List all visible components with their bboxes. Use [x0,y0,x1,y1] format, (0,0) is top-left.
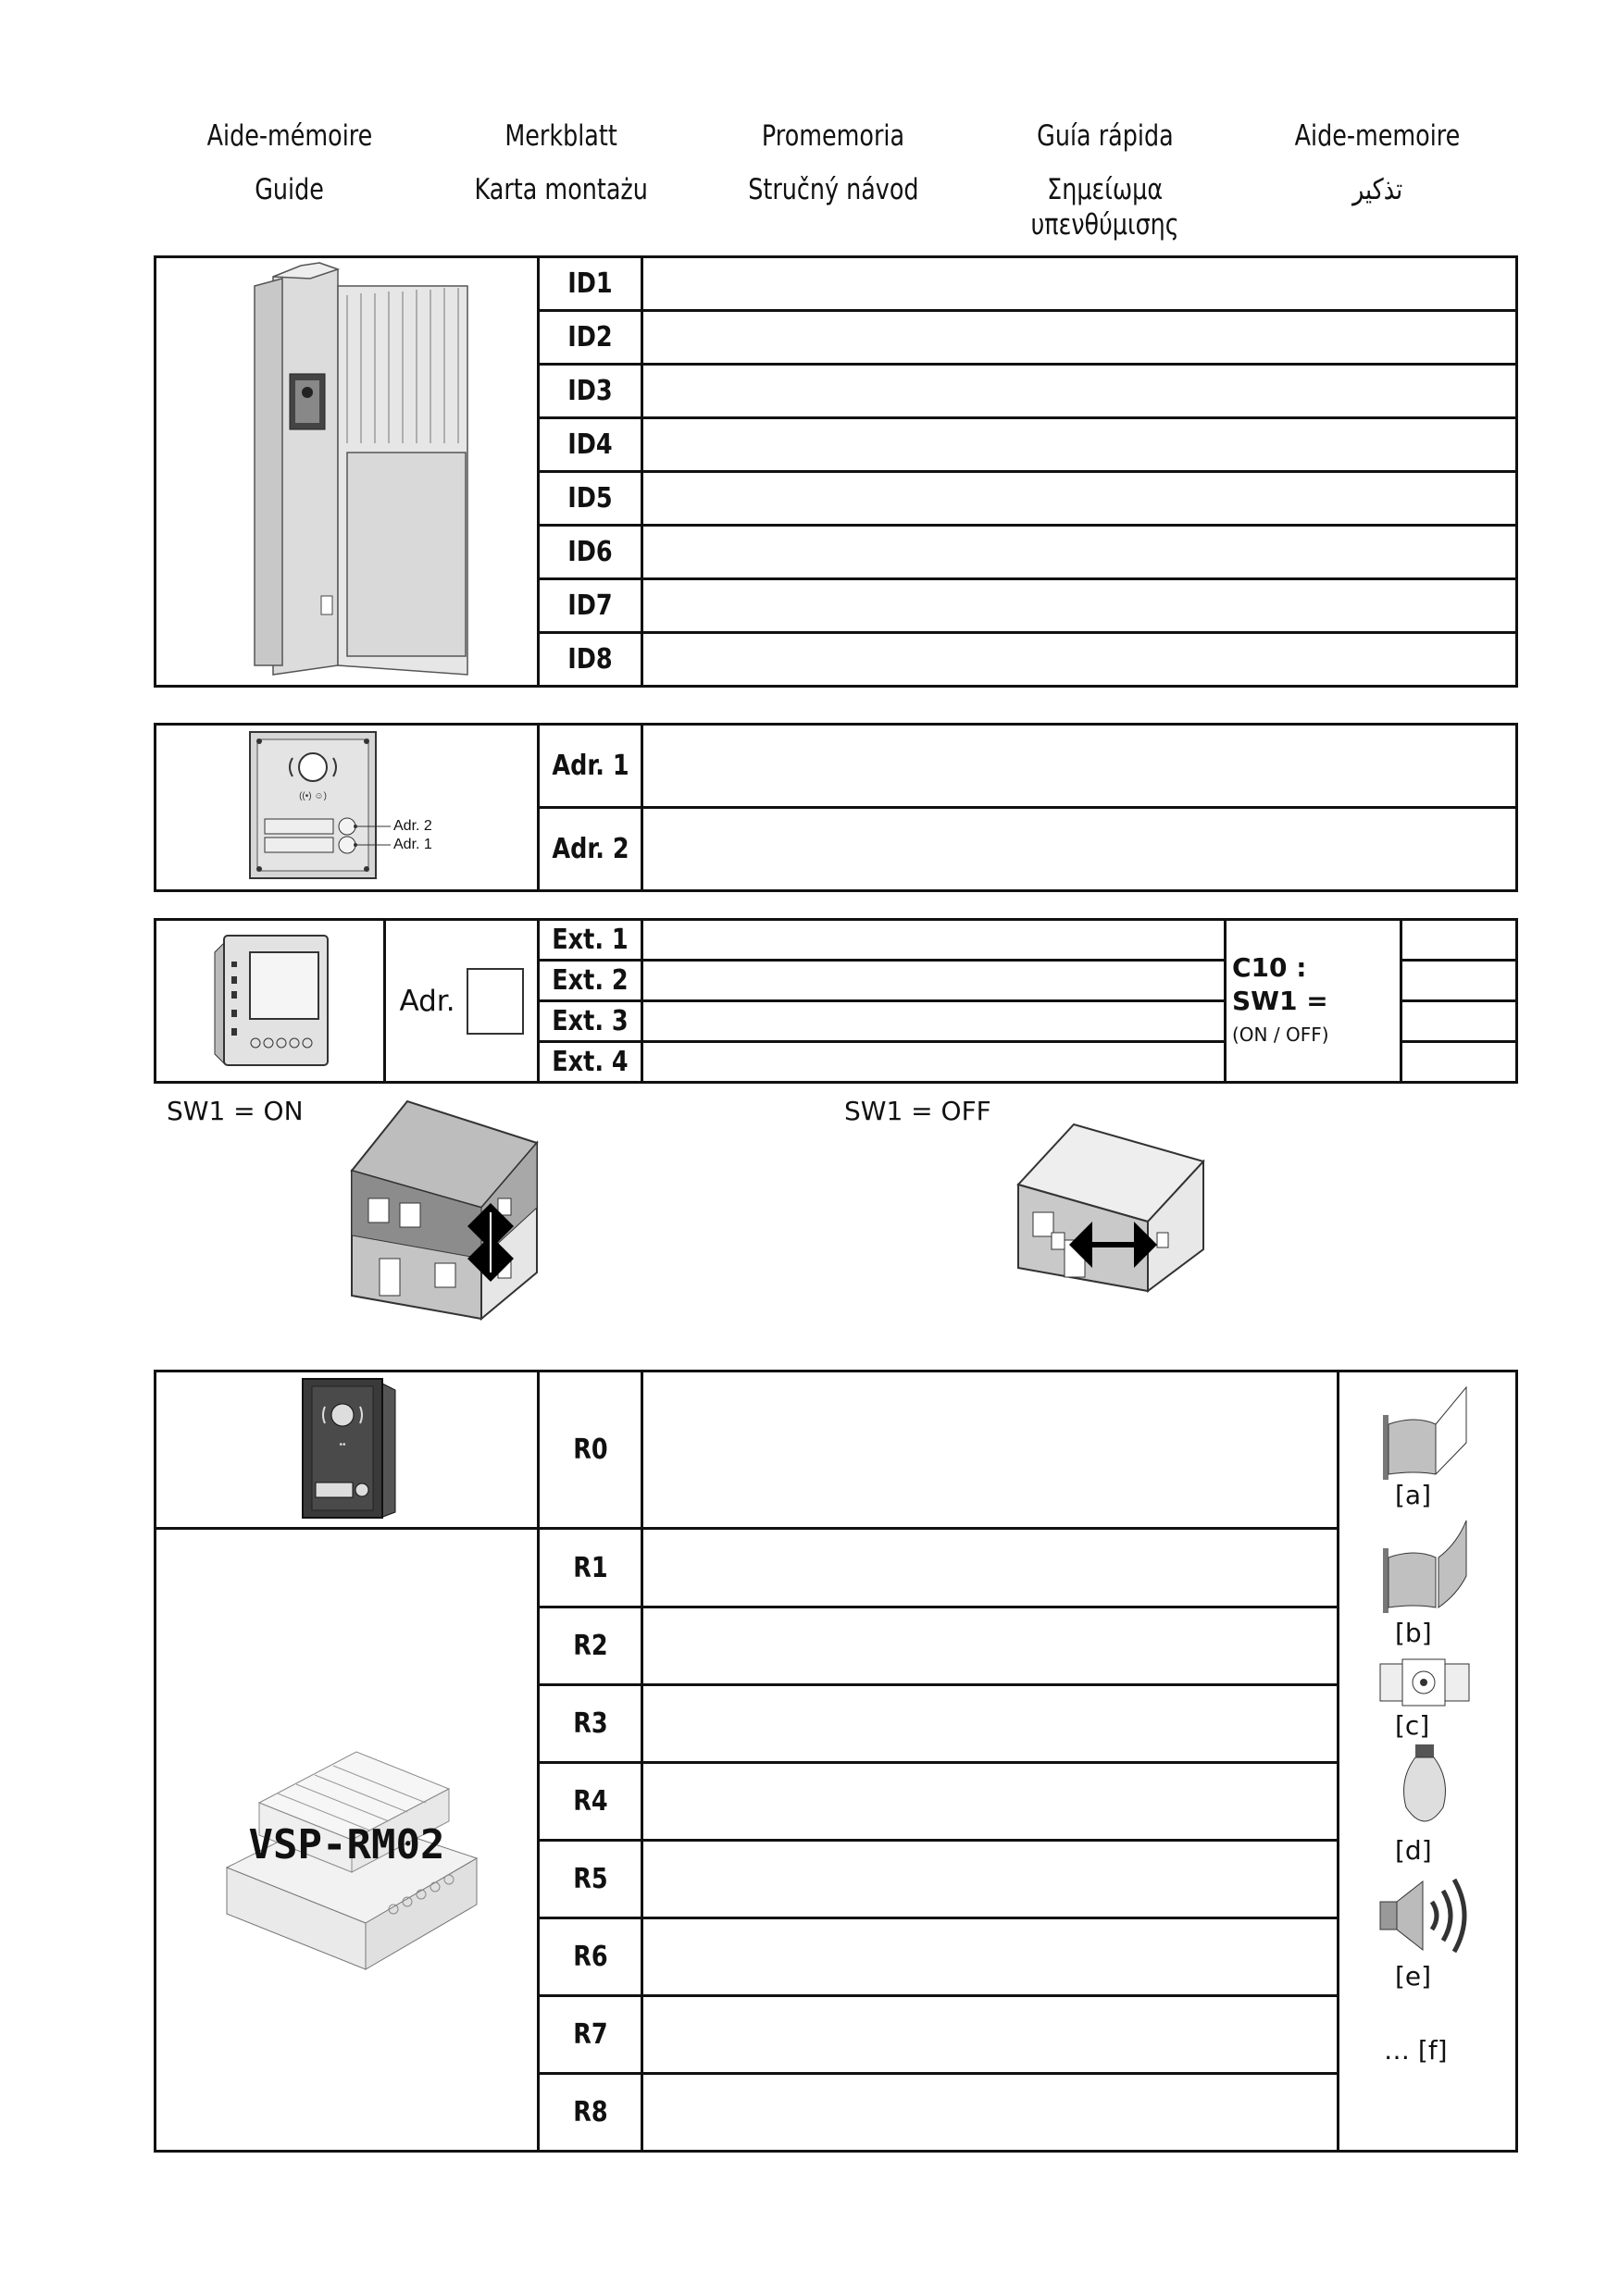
id1-label: ID1 [539,257,642,311]
id4-entry[interactable] [642,418,1517,472]
r3-label: R3 [539,1685,642,1763]
id4-label: ID4 [539,418,642,472]
door-station-dark-illustration [292,1373,403,1521]
c10-label: C10 : [1232,951,1307,983]
r5-entry[interactable] [642,1841,1339,1918]
c10-cell [1226,920,1401,1083]
id2-label: ID2 [539,311,642,365]
adr1-entry[interactable] [642,725,1517,808]
ext2-entry[interactable] [642,961,1226,1001]
adr-box[interactable] [467,968,524,1035]
ext2-label: Ext. 2 [539,961,642,1001]
sw1-entry-3[interactable] [1401,1001,1517,1042]
gate-illustration-cell [156,257,539,687]
ext3-entry[interactable] [642,1001,1226,1042]
ext4-label: Ext. 4 [539,1042,642,1083]
r1-label: R1 [539,1529,642,1607]
speaker-icon [1376,1872,1478,1960]
ext1-label: Ext. 1 [539,920,642,961]
id1-entry[interactable] [642,257,1517,311]
r4-entry[interactable] [642,1763,1339,1841]
sw1-label: SW1 = [1232,985,1328,1016]
relay-table [154,1370,1518,2153]
id5-label: ID5 [539,472,642,526]
monitor-illustration [205,925,335,1073]
r2-entry[interactable] [642,1607,1339,1685]
light-bulb-icon [1397,1743,1452,1835]
lang-gr: Σημείωμα υπενθύμισης [1030,173,1180,242]
lang-es: Guía rápida [1037,119,1174,153]
adr1-label: Adr. 1 [539,725,642,808]
adr2-callout: Adr. 2 [392,818,432,834]
adr2-label: Adr. 2 [539,808,642,891]
legend-d: [d] [1395,1835,1432,1866]
sw1-entry-2[interactable] [1401,961,1517,1001]
id8-entry[interactable] [642,633,1517,687]
legend-a: [a] [1395,1480,1432,1510]
gate-with-doorbell-illustration [218,258,477,680]
one-story-house-illustration [1009,1120,1213,1296]
r0-entry[interactable] [642,1371,1339,1529]
legend-b: [b] [1395,1618,1432,1648]
id3-entry[interactable] [642,365,1517,418]
door-station-illustration-cell [156,725,539,891]
lang-fr: Aide-mémoire [206,119,373,153]
adr-label: Adr. [399,984,455,1018]
id6-label: ID6 [539,526,642,579]
adr2-entry[interactable] [642,808,1517,891]
r3-entry[interactable] [642,1685,1339,1763]
r7-label: R7 [539,1996,642,2074]
adr1-callout: Adr. 1 [392,837,432,852]
gate-double-icon [1378,1511,1471,1613]
lang-nl: Guide [255,173,325,206]
id8-label: ID8 [539,633,642,687]
svg-text:((•) ☺): ((•) ☺) [298,791,327,801]
id3-label: ID3 [539,365,642,418]
r5-label: R5 [539,1841,642,1918]
lang-ar: تذكير [1351,173,1403,206]
door-lock-icon [1378,1655,1471,1710]
gate-single-icon [1378,1378,1471,1480]
sw1-entry-1[interactable] [1401,920,1517,961]
door-station-illustration [231,726,463,884]
module-name: VSP-RM02 [248,1821,445,1868]
lang-cz: Stručný návod [747,173,919,206]
lang-en: Aide-memoire [1294,119,1461,153]
r8-entry[interactable] [642,2074,1339,2152]
id5-entry[interactable] [642,472,1517,526]
legend-c: [c] [1395,1710,1430,1741]
r2-label: R2 [539,1607,642,1685]
id7-entry[interactable] [642,579,1517,633]
lang-de: Merkblatt [504,119,617,153]
r0-label: R0 [539,1371,642,1529]
ext1-entry[interactable] [642,920,1226,961]
relay-legend-cell [1339,1371,1517,2152]
onoff-label: (ON / OFF) [1232,1023,1329,1046]
r4-label: R4 [539,1763,642,1841]
sw1-entry-4[interactable] [1401,1042,1517,1083]
sw1-off-caption: SW1 = OFF [844,1096,991,1126]
monitor-illustration-cell [156,920,385,1083]
ext-table [154,918,1518,1084]
ext3-label: Ext. 3 [539,1001,642,1042]
id-table [154,255,1518,688]
lang-it: Promemoria [761,119,905,153]
ext4-entry[interactable] [642,1042,1226,1083]
svg-text:••: •• [338,1440,346,1450]
r6-entry[interactable] [642,1918,1339,1996]
id2-entry[interactable] [642,311,1517,365]
adr-table [154,723,1518,892]
lang-pl: Karta montażu [474,173,648,206]
r8-label: R8 [539,2074,642,2152]
adr-cell [385,920,539,1083]
door-station-dark-cell [156,1371,539,1529]
two-story-house-illustration [342,1097,546,1323]
id7-label: ID7 [539,579,642,633]
id6-entry[interactable] [642,526,1517,579]
legend-e: [e] [1395,1961,1432,1992]
r1-entry[interactable] [642,1529,1339,1607]
r7-entry[interactable] [642,1996,1339,2074]
r6-label: R6 [539,1918,642,1996]
legend-f: … [f] [1384,2035,1448,2066]
relay-module-cell [156,1529,539,2152]
sw1-on-caption: SW1 = ON [167,1096,304,1126]
